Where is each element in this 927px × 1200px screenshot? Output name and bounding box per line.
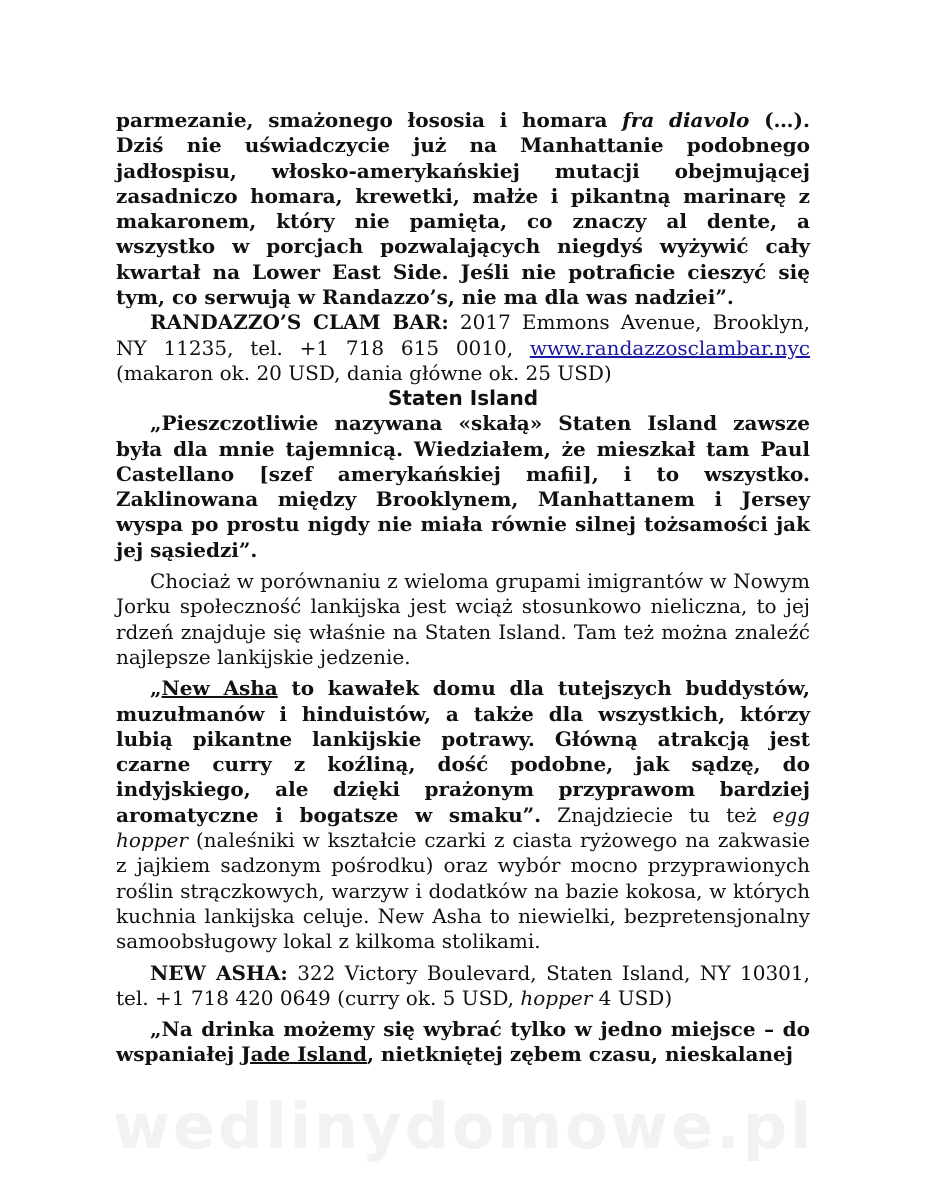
text: (…). Dziś nie uświadczycie już na Manhattanie podobnego jadłospisu, włosko-amerykańskiej mutacji obejmującej zasadniczo homara, krewetki, małże i pikantną marinarę z makaronem, który nie pamięta, co znaczy al dente, a wszystko w porcjach pozwalających niegdyś wyżywić cały kwartał na Lower East Side. Jeśli nie potraficie cieszyć się tym, co serwują w Randazzo’s, nie ma dla was nadziei”. bbox=[116, 108, 810, 310]
text: parmezanie, smażonego łososia i homara bbox=[116, 108, 623, 132]
new-asha-link[interactable]: New Asha bbox=[161, 676, 278, 701]
text: „ bbox=[150, 676, 162, 701]
listing-prices: (makaron ok. 20 USD, dania główne ok. 25 USD) bbox=[116, 360, 612, 385]
text: (naleśniki w kształcie czarki z ciasta ryżowego na zakwasie z jajkiem sadzonym pośrodku) oraz wybór mocno przyprawionych roślin strączkowych, warzyw i dodatków na bazie kokosa, w których kuchnia lankijska celuje. New Asha to niewielki, bezpretensjonalny samoobsługowy lokal z kilkoma stolikami. bbox=[116, 828, 810, 954]
paragraph-jade-island bbox=[116, 1017, 810, 1068]
text: 4 USD) bbox=[592, 985, 673, 1010]
text: Znajdziecie tu też bbox=[541, 802, 773, 827]
watermark: wedlinydomowe.pl bbox=[112, 1090, 815, 1163]
listing-address: 322 Victory Boulevard, Staten Island, NY 10301, tel. +1 718 420 0649 (curry ok. 5 USD, bbox=[116, 960, 810, 1010]
italic-text: fra diavolo bbox=[622, 108, 750, 132]
listing-name: RANDAZZO’S CLAM BAR: bbox=[150, 310, 449, 335]
text: , nietkniętej zębem czasu, nieskalanej bbox=[366, 1042, 793, 1067]
text: to kawałek domu dla tutejszych buddystów, muzułmanów i hinduistów, a także dla wszystkich, którzy lubią pikantne lankijskie potrawy. Główną atrakcją jest czarne curry z koźliną, dość podobne, jak sądzę, do indyjskiego, ale dzięki prażonym przyprawom bardziej aromatyczne i bogatsze w smaku”. bbox=[116, 676, 810, 827]
paragraph-new-asha bbox=[116, 676, 810, 954]
page-body bbox=[116, 108, 810, 1068]
listing-new-asha bbox=[116, 961, 810, 1012]
paragraph-lankan-community: Chociaż w porównaniu z wieloma grupami imigrantów w Nowym Jorku społeczność lankijska jest wciąż stosunkowo nieliczna, to jej rdzeń znajduje się właśnie na Staten Island. Tam też można znaleźć najlepsze lankijskie jedzenie. bbox=[116, 569, 810, 669]
website-link[interactable]: www.randazzosclambar.nyc bbox=[529, 335, 810, 360]
italic-text: hopper bbox=[520, 985, 593, 1010]
italic-text: egg hopper bbox=[116, 802, 810, 853]
listing-randazzo bbox=[116, 310, 810, 386]
listing-address: 2017 Emmons Avenue, Brooklyn, NY 11235, tel. +1 718 615 0010, bbox=[116, 310, 810, 360]
paragraph-staten-island-quote: „Pieszczotliwie nazywana «skałą» Staten Island zawsze była dla mnie tajemnicą. Wiedziałem, że mieszkał tam Paul Castellano [szef amerykańskiej mafii], i to wszystko. Zaklinowana między Brooklynem, Manhattanem i Jersey wyspa po prostu nigdy nie miała równie silnej tożsamości jak jej sąsiedzi”. bbox=[116, 411, 810, 562]
section-title: Staten Island bbox=[387, 386, 539, 411]
paragraph-randazzo-quote bbox=[116, 108, 810, 310]
text: „Na drinka możemy się wybrać tylko w jedno miejsce – do wspaniałej bbox=[116, 1017, 810, 1067]
listing-name: NEW ASHA: bbox=[150, 960, 288, 985]
jade-island-link[interactable]: Jade Island bbox=[241, 1042, 367, 1067]
